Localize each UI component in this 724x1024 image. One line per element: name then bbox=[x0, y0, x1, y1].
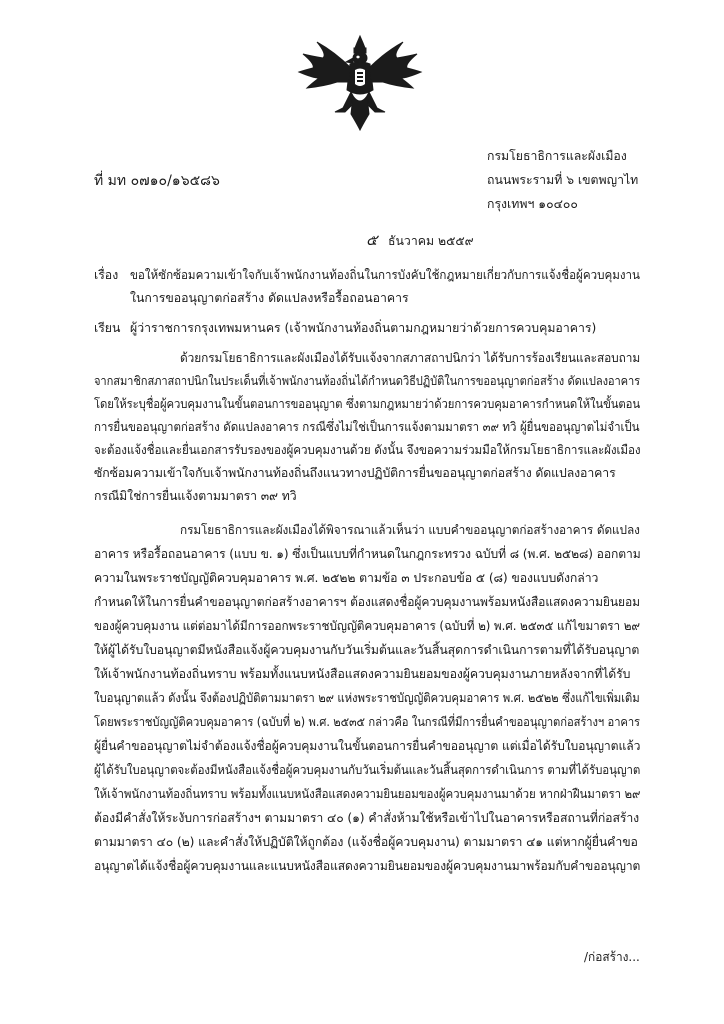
paragraph-2-line: กำหนดให้ในการยื่นคำขออนุญาตก่อสร้างอาคารฯ ต้องแสดงชื่อผู้ควบคุมงานพร้อมหนังสือแสดงความยินยอม bbox=[94, 595, 640, 609]
paragraph-2-line: ให้เจ้าพนักงานท้องถิ่นทราบ พร้อมทั้งแนบหนังสือแสดงความยินยอมของผู้ควบคุมงานภายหลังจากที่ได้รับ bbox=[94, 667, 631, 681]
paragraph-2-line: ผู้ได้รับใบอนุญาตจะต้องมีหนังสือแจ้งชื่อผู้ควบคุมงานกับวันเริ่มต้นและวันสิ้นสุดการดำเนินการ ตามที่ได้รับอนุญาต bbox=[94, 763, 641, 777]
paragraph-2-line: ผู้ยื่นคำขออนุญาตไม่จำต้องแจ้งชื่อผู้ควบคุมงานในขั้นตอนการยื่นคำขออนุญาต แต่เมื่อได้รับใบอนุญาตแล้ว bbox=[94, 739, 641, 753]
address-line-1: ถนนพระรามที่ ๖ เขตพญาไท bbox=[487, 173, 639, 187]
paragraph-2-line: ตามมาตรา ๔๐ (๒) และคำสั่งให้ปฏิบัติให้ถูกต้อง (แจ้งชื่อผู้ควบคุมงาน) ตามมาตรา ๔๑ แต่หากผู้ยื่นคำขอ bbox=[94, 835, 638, 849]
paragraph-2-line: ให้ผู้ได้รับใบอนุญาตมีหนังสือแจ้งผู้ควบคุมงานกับวันเริ่มต้นและวันสิ้นสุดการดำเนินการตามที่ได้รับอนุญาต bbox=[94, 643, 640, 657]
paragraph-1-line: โดยให้ระบุชื่อผู้ควบคุมงานในขั้นตอนการขออนุญาต ซึ่งตามกฎหมายว่าด้วยการควบคุมอาคารกำหนดให้ในขั้นตอน bbox=[94, 397, 641, 411]
paragraph-2-line: ของผู้ควบคุมงาน แต่ต่อมาได้มีการออกพระราชบัญญัติควบคุมอาคาร (ฉบับที่ ๒) พ.ศ. ๒๕๓๕ แก้ไขมาตรา ๒๙ bbox=[94, 619, 640, 633]
paragraph-1-line: ด้วยกรมโยธาธิการและผังเมืองได้รับแจ้งจากสภาสถาปนิกว่า ได้รับการร้องเรียนและสอบถาม bbox=[180, 351, 641, 365]
salutation-text: ผู้ว่าราชการกรุงเทพมหานคร (เจ้าพนักงานท้องถิ่นตามกฎหมายว่าด้วยการควบคุมอาคาร) bbox=[130, 321, 597, 335]
continuation-marker: /ก่อสร้าง... bbox=[584, 950, 640, 964]
paragraph-1-line: กรณีมิใช่การยื่นแจ้งตามมาตรา ๓๙ ทวิ bbox=[94, 489, 297, 503]
paragraph-2-line: ให้เจ้าพนักงานท้องถิ่นทราบ พร้อมทั้งแนบหนังสือแสดงความยินยอมของผู้ควบคุมงานมาด้วย หากฝ่าฝืนมาตรา ๒๙ bbox=[94, 787, 641, 801]
department-name: กรมโยธาธิการและผังเมือง bbox=[487, 149, 627, 163]
address-line-2: กรุงเทพฯ ๑๐๔๐๐ bbox=[487, 197, 578, 211]
paragraph-1-line: จากสมาชิกสภาสถาปนิกในประเด็นที่เจ้าพนักงานท้องถิ่นได้กำหนดวิธีปฏิบัติในการขออนุญาตก่อสร้าง ดัดแปลงอาคาร bbox=[94, 374, 641, 388]
date-day: ๕ bbox=[366, 231, 378, 249]
paragraph-1-line: การยื่นขออนุญาตก่อสร้าง ดัดแปลงอาคาร กรณีซึ่งไม่ใช่เป็นการแจ้งตามมาตรา ๓๙ ทวิ ผู้ยื่นขออนุญาตไม่จำเป็น bbox=[94, 420, 640, 434]
paragraph-2-line: อาคาร หรือรื้อถอนอาคาร (แบบ ข. ๑) ซึ่งเป็นแบบที่กำหนดในกฎกระทรวง ฉบับที่ ๘ (พ.ศ. ๒๕๒๘) ออกตาม bbox=[94, 547, 641, 561]
paragraph-1-line: จะต้องแจ้งชื่อและยื่นเอกสารรับรองของผู้ควบคุมงานด้วย ดังนั้น จึงขอความร่วมมือให้กรมโยธาธิการและผังเมือง bbox=[94, 443, 641, 457]
subject-label: เรื่อง bbox=[94, 268, 119, 282]
paragraph-2-line: กรมโยธาธิการและผังเมืองได้พิจารณาแล้วเห็นว่า แบบคำขออนุญาตก่อสร้างอาคาร ดัดแปลง bbox=[180, 523, 640, 537]
subject-line-1: ขอให้ซักซ้อมความเข้าใจกับเจ้าพนักงานท้องถิ่นในการบังคับใช้กฎหมายเกี่ยวกับการแจ้งชื่อผู้ควบคุมงาน bbox=[130, 268, 640, 282]
paragraph-2-line: โดยพระราชบัญญัติควบคุมอาคาร (ฉบับที่ ๒) พ.ศ. ๒๕๓๕ กล่าวคือ ในกรณีที่มีการยื่นคำขออนุญาตก่อสร้างฯ อาคาร bbox=[94, 715, 640, 729]
date-month-year: ธันวาคม ๒๕๕๙ bbox=[388, 234, 474, 248]
paragraph-2-line: ใบอนุญาตแล้ว ดังนั้น จึงต้องปฏิบัติตามมาตรา ๒๙ แห่งพระราชบัญญัติควบคุมอาคาร พ.ศ. ๒๕๒๒ ซึ่งแก้ไขเพิ่มเติม bbox=[94, 691, 640, 705]
salutation-label: เรียน bbox=[94, 321, 121, 335]
paragraph-2-line: ต้องมีคำสั่งให้ระงับการก่อสร้างฯ ตามมาตรา ๔๐ (๑) คำสั่งห้ามใช้หรือเข้าไปในอาคารหรือสถานที่ก่อสร้าง bbox=[94, 811, 640, 825]
subject-line-2: ในการขออนุญาตก่อสร้าง ดัดแปลงหรือรื้อถอนอาคาร bbox=[130, 291, 409, 305]
paragraph-1-line: ซักซ้อมความเข้าใจกับเจ้าพนักงานท้องถิ่นถึงแนวทางปฏิบัติการยื่นขออนุญาตก่อสร้าง ดัดแปลงอาคาร bbox=[94, 466, 616, 480]
paragraph-2-line: ความในพระราชบัญญัติควบคุมอาคาร พ.ศ. ๒๕๒๒ ตามข้อ ๓ ประกอบข้อ ๕ (๘) ของแบบดังกล่าว bbox=[94, 571, 599, 585]
garuda-emblem bbox=[297, 34, 423, 132]
paragraph-2-line: อนุญาตได้แจ้งชื่อผู้ควบคุมงานและแนบหนังสือแสดงความยินยอมของผู้ควบคุมงานมาพร้อมกับคำขออนุญาต bbox=[94, 859, 641, 873]
reference-number: ที่ มท ๐๗๑๐/๑๖๕๘๖ bbox=[94, 173, 220, 189]
